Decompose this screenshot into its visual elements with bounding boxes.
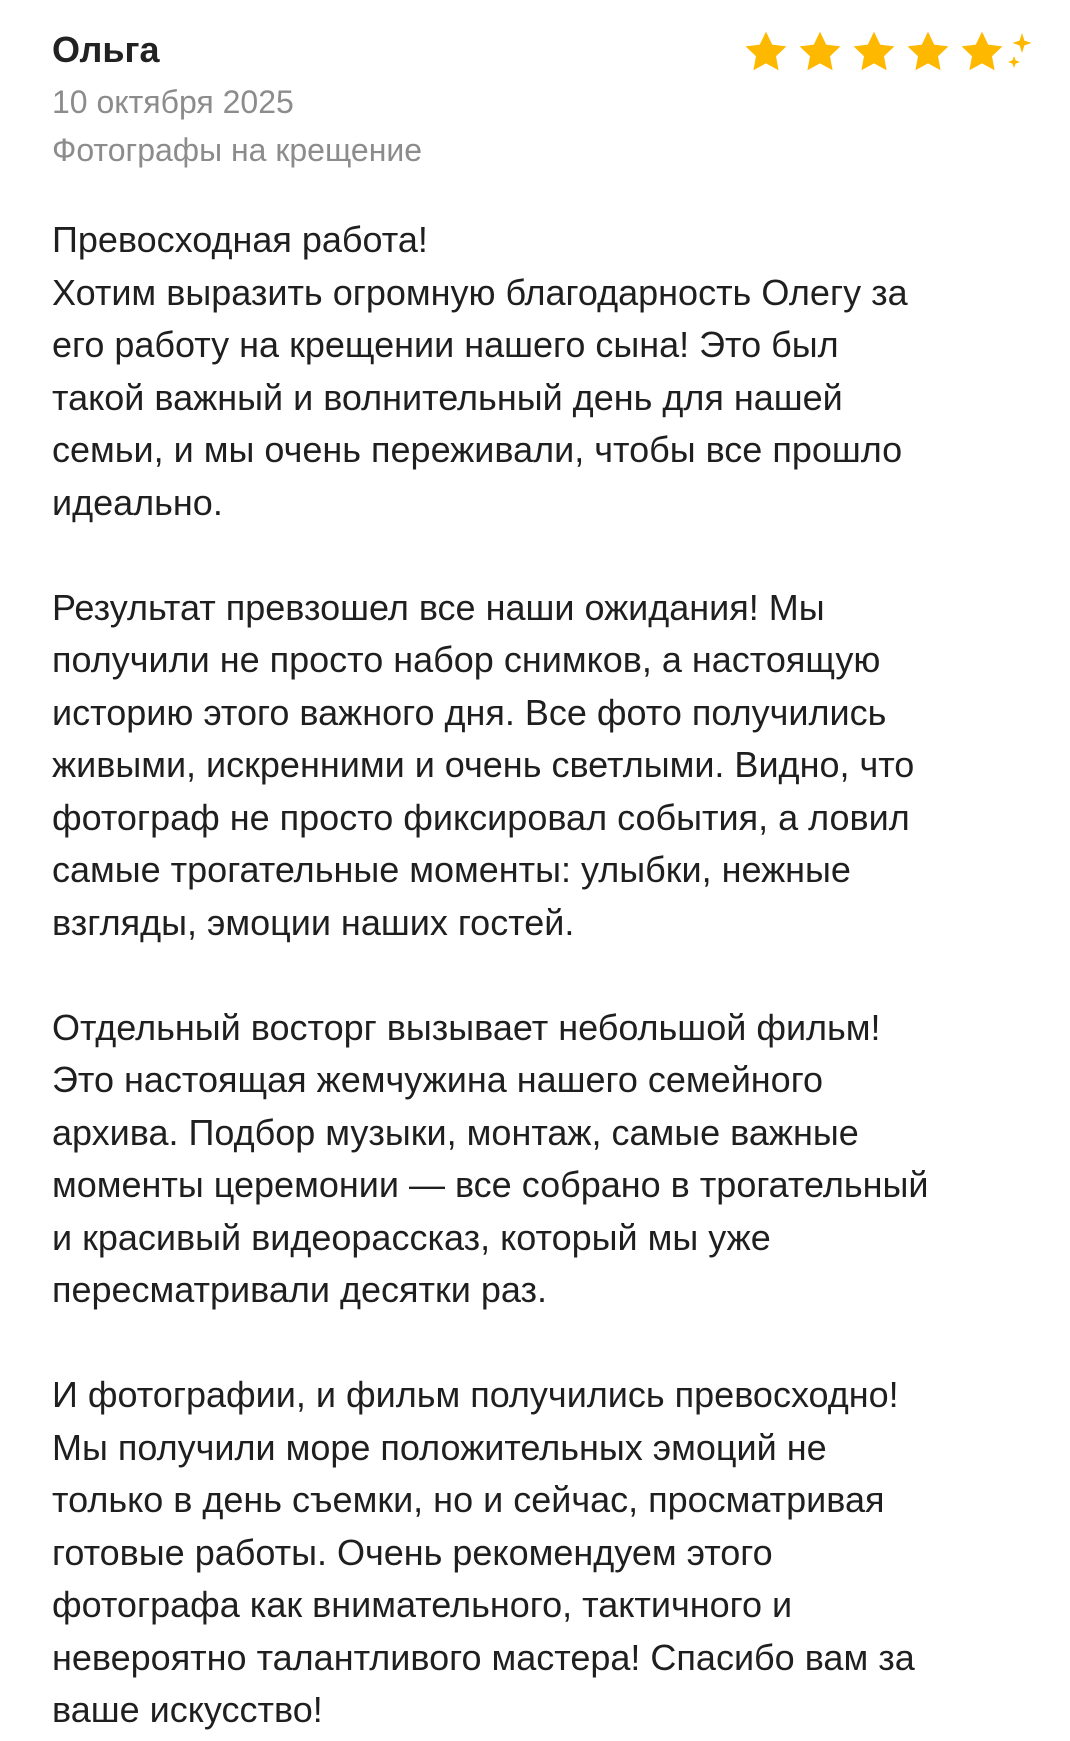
review-paragraph <box>52 214 1032 529</box>
review-paragraph <box>52 582 1032 950</box>
star-icon <box>742 28 790 76</box>
review-text-line: фотограф не просто фиксировал события, а ловил <box>52 796 910 838</box>
review-text-line: и красивый видеорассказ, который мы уже <box>52 1216 771 1258</box>
sparkle-icon <box>1006 32 1032 72</box>
review-text-line: идеально. <box>52 481 223 523</box>
review-text-line: взгляды, эмоции наших гостей. <box>52 901 575 943</box>
review-text-line: такой важный и волнительный день для нашей <box>52 376 843 418</box>
review-category[interactable]: Фотографы на крещение <box>52 132 423 168</box>
review-text-line: его работу на крещении нашего сына! Это был <box>52 324 839 365</box>
star-icon <box>850 28 898 76</box>
review-text-line: семьи, и мы очень переживали, чтобы все прошло <box>52 429 903 470</box>
review-text-line: только в день съемки, но и сейчас, просматривая <box>52 1479 885 1520</box>
review-text-line: пересматривали десятки раз. <box>52 1269 548 1310</box>
review-text-line: готовые работы. Очень рекомендуем этого <box>52 1531 773 1573</box>
star-icon <box>958 28 1006 76</box>
review-text-line: Превосходная работа! <box>52 219 428 260</box>
review-text-line: Хотим выразить огромную благодарность Олегу за <box>52 271 908 313</box>
review-text-line: моменты церемонии — все собрано в трогательный <box>52 1164 929 1205</box>
review-text-line: Это настоящая жемчужина нашего семейного <box>52 1059 824 1100</box>
review-text-line: И фотографии, и фильм получились превосходно! <box>52 1374 899 1415</box>
review-text-line: Отдельный восторг вызывает небольшой фильм! <box>52 1006 881 1048</box>
star-icon <box>904 28 952 76</box>
review-text-line: архива. Подбор музыки, монтаж, самые важные <box>52 1111 859 1153</box>
review-text-line: Результат превзошел все наши ожидания! Мы <box>52 586 825 628</box>
review-text <box>52 214 1032 1737</box>
review-text-line: фотографа как внимательного, тактичного и <box>52 1584 793 1625</box>
review-text-line: Мы получили море положительных эмоций не <box>52 1426 827 1468</box>
review-date: 10 октября 2025 <box>52 84 294 120</box>
review-card <box>52 22 1032 1737</box>
review-paragraph <box>52 1002 1032 1317</box>
review-text-line: историю этого важного дня. Все фото получились <box>52 691 887 733</box>
review-author[interactable]: Ольга <box>52 29 160 70</box>
review-text-line: получили не просто набор снимков, а настоящую <box>52 639 881 680</box>
review-text-line: самые трогательные моменты: улыбки, нежные <box>52 849 851 890</box>
review-text-line: ваше искусство! <box>52 1689 323 1730</box>
review-paragraph <box>52 1369 1032 1737</box>
review-text-line: невероятно талантливого мастера! Спасибо вам за <box>52 1636 915 1678</box>
rating-stars <box>742 28 1032 76</box>
review-text-line: живыми, искренними и очень светлыми. Видно, что <box>52 744 915 785</box>
review-header <box>52 22 1032 172</box>
star-icon <box>796 28 844 76</box>
